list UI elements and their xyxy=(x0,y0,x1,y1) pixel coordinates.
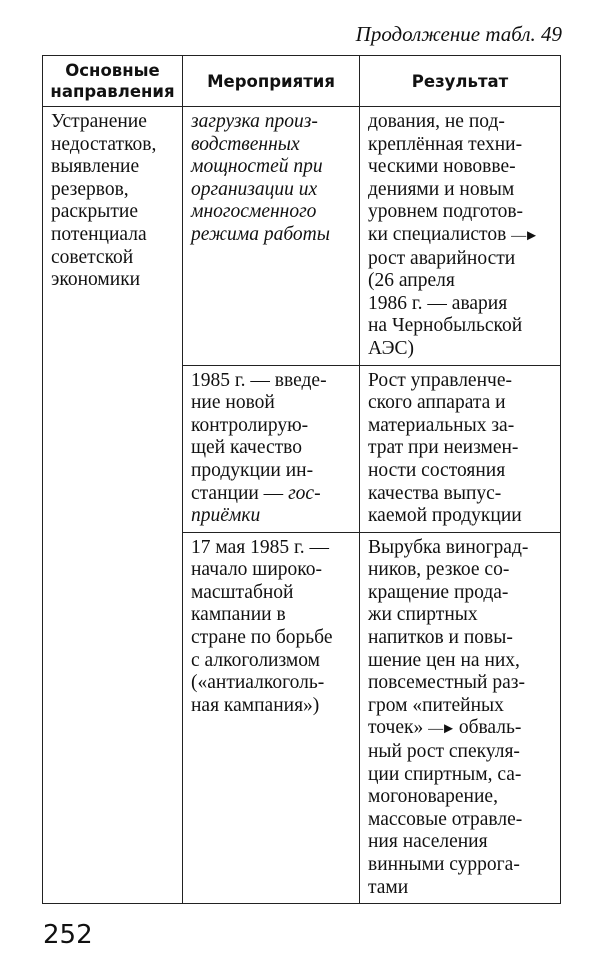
arrow-icon: —► xyxy=(428,721,454,738)
result-line: напитков и повы- xyxy=(368,627,513,649)
result-line: уровнем подготов- xyxy=(368,201,524,223)
measure-line xyxy=(191,483,353,506)
table-row xyxy=(43,107,561,366)
result-line: рост аварийности xyxy=(368,247,516,269)
measure-line: стране по борьбе xyxy=(191,627,333,649)
direction-line: экономики xyxy=(51,269,141,291)
result-line: трат при неизмен- xyxy=(368,437,519,459)
direction-line: выявление xyxy=(51,156,140,178)
measure-line: водственных xyxy=(191,133,300,155)
page-number: 252 xyxy=(43,920,93,950)
table-header-row xyxy=(43,56,561,107)
result-line: ния населения xyxy=(368,831,488,853)
header-result: Результат xyxy=(360,56,561,107)
measure-line: щей качество xyxy=(191,437,302,459)
result-text: точек» xyxy=(368,717,424,739)
measure-line: 1985 г. — введе- xyxy=(191,369,327,391)
result-line: ности состояния xyxy=(368,459,506,481)
result-text: обваль- xyxy=(458,717,522,739)
result-line: жи спиртных xyxy=(368,604,478,626)
result-cell xyxy=(360,107,561,366)
result-line: винными суррога- xyxy=(368,854,520,875)
result-cell xyxy=(360,365,561,532)
measure-italic-text: гос- xyxy=(288,482,321,504)
direction-line: советской xyxy=(51,246,134,268)
result-line: ный рост спекуля- xyxy=(368,741,520,763)
result-line: 1986 г. — авария xyxy=(368,292,508,314)
direction-line: Устранение xyxy=(51,111,147,132)
measure-cell xyxy=(183,107,360,366)
measure-line: продукции ин- xyxy=(191,459,314,481)
result-line: (26 апреля xyxy=(368,270,455,292)
result-line: тами xyxy=(368,876,409,898)
measure-line: начало широко- xyxy=(191,559,322,581)
measure-line: ние новой xyxy=(191,392,275,414)
result-line: ческими нововве- xyxy=(368,156,516,178)
measure-text: станции — xyxy=(191,482,289,504)
measure-line: ная кампания») xyxy=(191,694,320,716)
direction-cell xyxy=(43,107,183,904)
result-line: качества выпус- xyxy=(368,482,502,504)
measures-table xyxy=(42,55,561,904)
arrow-icon: —► xyxy=(511,227,538,244)
result-line: Рост управленче- xyxy=(368,369,512,391)
result-line: шение цен на них, xyxy=(368,649,520,671)
result-line: материальных за- xyxy=(368,414,515,436)
measure-line: кампании в xyxy=(191,604,286,626)
measure-cell xyxy=(183,532,360,904)
result-line: дениями и новым xyxy=(368,178,515,200)
direction-line: резервов, xyxy=(51,178,129,200)
result-line: каемой продукции xyxy=(368,505,522,527)
result-line: Вырубка виноград- xyxy=(368,536,529,558)
result-line xyxy=(368,224,554,248)
result-line: кращение прода- xyxy=(368,581,509,603)
result-line: дования, не под- xyxy=(368,111,505,132)
measure-line: организации их xyxy=(191,178,318,200)
result-line: на Чернобыльской xyxy=(368,315,523,337)
measure-line: контролирую- xyxy=(191,414,309,436)
measure-line: загрузка произ- xyxy=(191,111,318,132)
result-line: могоноварение, xyxy=(368,786,498,808)
result-text: ки специалистов xyxy=(368,223,507,245)
measure-line: («антиалкоголь- xyxy=(191,672,325,694)
result-line: массовые отравле- xyxy=(368,808,523,830)
direction-line: раскрытие xyxy=(51,201,138,223)
result-line: АЭС) xyxy=(368,337,414,359)
result-line: ников, резкое со- xyxy=(368,559,510,581)
result-cell xyxy=(360,532,561,904)
result-line: ции спиртным, са- xyxy=(368,763,522,785)
header-directions: Основные направления xyxy=(43,56,183,107)
measure-line: 17 мая 1985 г. — xyxy=(191,536,330,558)
result-line: гром «питейных xyxy=(368,694,504,716)
result-line xyxy=(368,717,554,741)
direction-line: недостатков, xyxy=(51,133,157,155)
direction-line: потенциала xyxy=(51,223,147,245)
result-line: креплённая техни- xyxy=(368,133,523,155)
table-caption: Продолжение табл. 49 xyxy=(355,22,562,46)
measure-line: мощностей при xyxy=(191,156,323,178)
result-line: ского аппарата и xyxy=(368,392,506,414)
measure-line: приёмки xyxy=(191,505,261,527)
measure-line: режима работы xyxy=(191,223,330,245)
measure-line: масштабной xyxy=(191,581,294,603)
header-measures: Мероприятия xyxy=(183,56,360,107)
measure-line: с алкоголизмом xyxy=(191,649,320,671)
measure-line: многосменного xyxy=(191,201,317,223)
measure-cell xyxy=(183,365,360,532)
result-line: повсеместный раз- xyxy=(368,672,525,694)
